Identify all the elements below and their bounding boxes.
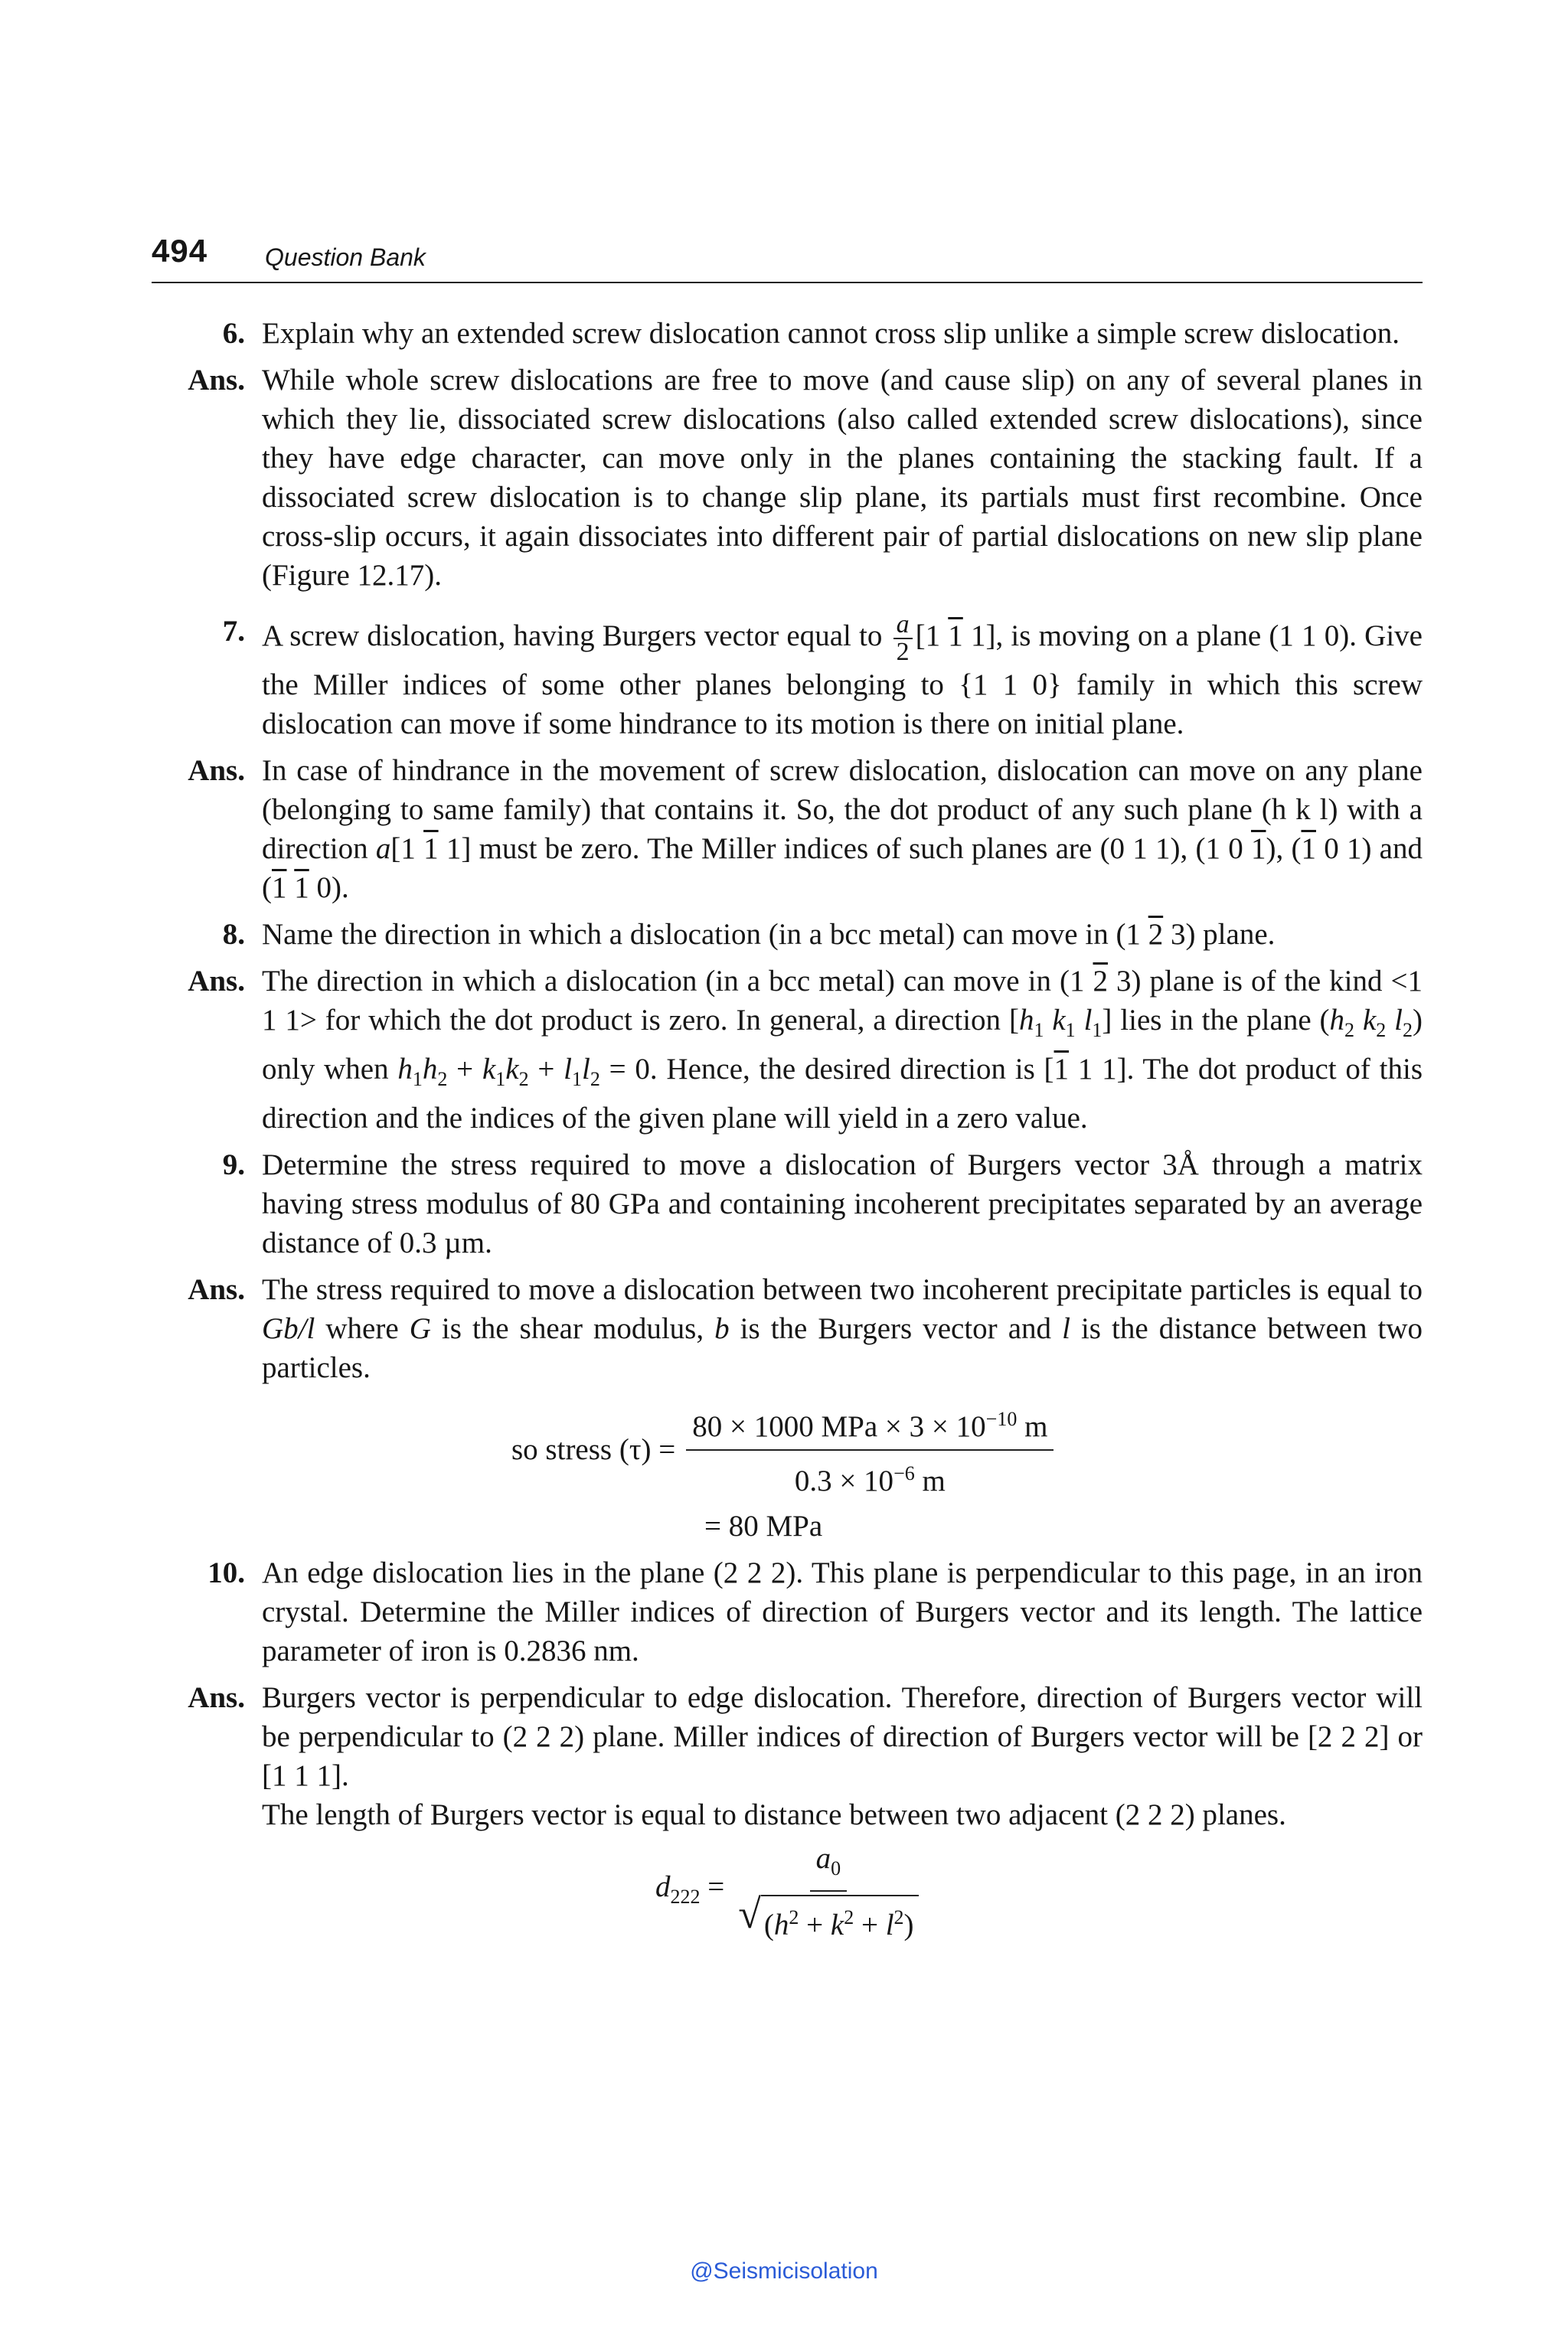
question-text: An edge dislocation lies in the plane (2 2 2). This plane is perpendicular to this page, in an iron crystal. Determine the Miller indices of direction of Burgers vector and its length. The lattice parameter of iron is 0.2836 nm. <box>262 1556 1423 1667</box>
question-8 <box>152 915 1423 954</box>
fraction-a-over-2: $\frac{a}{2}$ <box>893 612 913 665</box>
answer-10 <box>152 1678 1423 1945</box>
answer-6 <box>152 361 1423 595</box>
equation-lhs: so stress (τ) = <box>511 1433 676 1467</box>
watermark: @Seismicisolation <box>690 2258 878 2284</box>
answer-text: While whole screw dislocations are free to move (and cause slip) on any of several planes in which they lie, dissociated screw dislocations (also called extended screw dislocations), since they have edge character, can move only in the planes containing the stacking fault. If a dissociated screw dislocation is to change slip plane, its partials must first recombine. Once cross-slip occurs, it again dissociates into different pair of partial dislocations on new slip plane (Figure 12.17). <box>262 364 1423 592</box>
question-number: 9. <box>222 1148 245 1181</box>
question-number: 8. <box>222 918 245 951</box>
answer-9 <box>152 1270 1423 1546</box>
answer-label: Ans. <box>188 1272 245 1306</box>
answer-8 <box>152 962 1423 1138</box>
question-number: 10. <box>207 1556 245 1589</box>
answer-text-2: The length of Burgers vector is equal to distance between two adjacent (2 2 2) planes. <box>262 1798 1286 1831</box>
question-number: 6. <box>222 317 245 350</box>
d222-fraction: $a_0$ √ $(h^2 + k^2 + l^2)$ <box>732 1839 924 1945</box>
question-9 <box>152 1145 1423 1262</box>
question-text: Name the direction in which a dislocation (in a bcc metal) can move in (1 2 3) plane. <box>262 918 1276 951</box>
page-content <box>152 306 1423 1952</box>
question-text: A screw dislocation, having Burgers vector equal to $\frac{a}{2}$ [1 1 1], is moving on a plane (1 1 0). Give the Miller indices of some other planes belonging to {1 1 0} family in which this screw dislocation can move if some hindrance to its motion is there on initial plane. <box>262 610 1423 740</box>
answer-text: The direction in which a dislocation (in a bcc metal) can move in (1 2 3) plane is of the kind <1 1 1> for which the dot product is zero. In general, a direction [$h_1$ $k_1$ $l_1$] lies in the plane ($h_2$ $k_2$ $l_2$) only when $h_1h_2 + k_1k_2 + l_1l_2 = 0$. Hence, the desired direction is [1 1 1]. The dot product of this direction and the indices of the given plane will yield in a zero value. <box>262 965 1423 1135</box>
answer-text: In case of hindrance in the movement of screw dislocation, dislocation can move on any plane (belonging to same family) that contains it. So, the dot product of any such plane (h k l) with a direction a[1 1 1] must be zero. The Miller indices of such planes are (0 1 1), (1 0 1), (1 0 1) and (1 1 0). <box>262 754 1423 904</box>
running-title: Question Bank <box>265 243 426 271</box>
stress-equation <box>262 1399 1423 1546</box>
answer-label: Ans. <box>188 1680 245 1714</box>
d222-equation: $d_{222}$ = $a_0$ √ $(h^2 + k^2 + l^2)$ <box>262 1839 1423 1945</box>
answer-label: Ans. <box>188 754 245 787</box>
question-7 <box>152 612 1423 743</box>
question-number: 7. <box>222 615 245 648</box>
question-6 <box>152 314 1423 353</box>
answer-label: Ans. <box>188 364 245 397</box>
answer-7 <box>152 751 1423 907</box>
question-10 <box>152 1553 1423 1670</box>
answer-text: The stress required to move a dislocation between two incoherent precipitate particles is equal to Gb/l where G is the shear modulus, b is the Burgers vector and l is the distance between two particles. <box>262 1272 1423 1384</box>
question-text: Explain why an extended screw dislocation cannot cross slip unlike a simple screw dislocation. <box>262 317 1400 350</box>
page-number: 494 <box>152 233 208 269</box>
equation-result: = 80 MPa <box>704 1509 823 1543</box>
page-header <box>152 231 1423 283</box>
answer-text: Burgers vector is perpendicular to edge dislocation. Therefore, direction of Burgers vector will be perpendicular to (2 2 2) plane. Miller indices of direction of Burgers vector will be [2 2 2] or [1 1 1]. <box>262 1680 1423 1792</box>
question-text: Determine the stress required to move a dislocation of Burgers vector 3Å through a matrix having stress modulus of 80 GPa and containing incoherent precipitates separated by an average distance of 0.3 µm. <box>262 1148 1423 1259</box>
answer-label: Ans. <box>188 965 245 998</box>
equation-fraction: $\frac{80 \times 1000 MPa \times 3 \times 10^{-10} m}{0.3 \times 10^{-6} m}$ <box>686 1399 1054 1501</box>
